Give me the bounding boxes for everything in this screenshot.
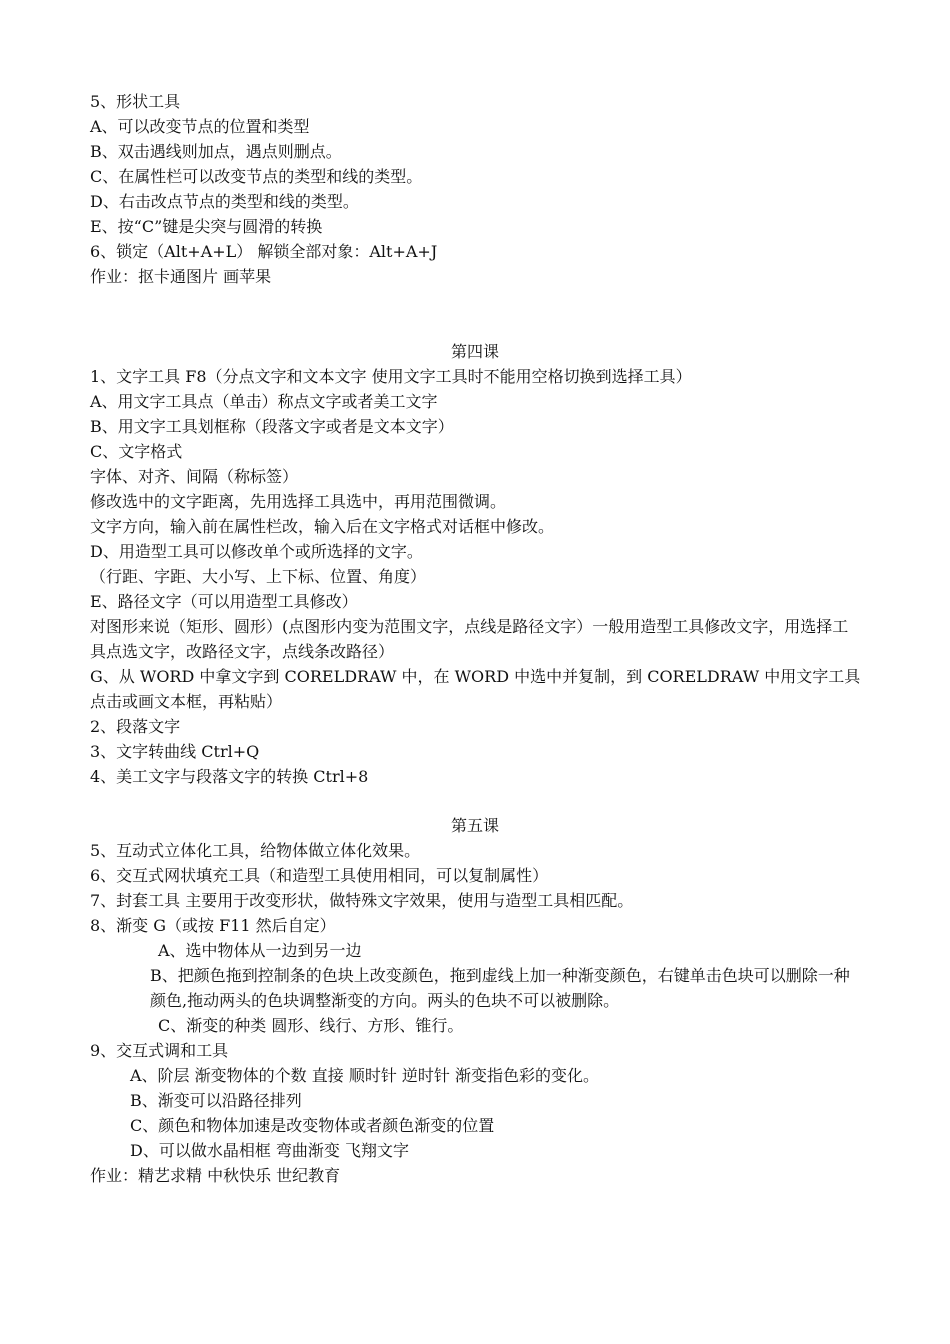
homework-line: 作业：精艺求精 中秋快乐 世纪教育 xyxy=(90,1166,341,1185)
text-line: D、用造型工具可以修改单个或所选择的文字。 xyxy=(90,542,423,561)
lesson-title: 第四课 xyxy=(450,342,499,361)
text-line: 6、交互式网状填充工具（和造型工具使用相同，可以复制属性） xyxy=(90,866,549,885)
text-line: 5、形状工具 xyxy=(90,92,181,111)
text-line: 5、互动式立体化工具，给物体做立体化效果。 xyxy=(90,841,421,860)
text-line: 4、美工文字与段落文字的转换 Ctrl+8 xyxy=(90,767,369,786)
text-line: B、双击遇线则加点，遇点则删点。 xyxy=(90,142,342,161)
text-line: C、文字格式 xyxy=(90,442,183,461)
text-line: 7、封套工具 主要用于改变形状，做特殊文字效果，使用与造型工具相匹配。 xyxy=(90,891,634,910)
text-line: 6、锁定（Alt+A+L） 解锁全部对象：Alt+A+J xyxy=(90,242,438,261)
text-line: A、用文字工具点（单击）称点文字或者美工文字 xyxy=(90,392,438,411)
text-line: B、用文字工具划框称（段落文字或者是文本文字） xyxy=(90,417,454,436)
text-line: A、可以改变节点的位置和类型 xyxy=(90,117,310,136)
text-line: D、可以做水晶相框 弯曲渐变 飞翔文字 xyxy=(130,1141,410,1160)
text-line: 字体、对齐、间隔（称标签） xyxy=(90,467,299,486)
text-line: C、渐变的种类 圆形、线行、方形、锥行。 xyxy=(158,1016,464,1035)
homework-line: 作业：抠卡通图片 画苹果 xyxy=(90,267,272,286)
text-line: 2、段落文字 xyxy=(90,717,181,736)
text-line: D、右击改点节点的类型和线的类型。 xyxy=(90,192,359,211)
text-line: B、渐变可以沿路径排列 xyxy=(130,1091,302,1110)
text-line: 修改选中的文字距离，先用选择工具选中，再用范围微调。 xyxy=(90,492,507,511)
text-line: 文字方向，输入前在属性栏改，输入后在文字格式对话框中修改。 xyxy=(90,517,555,536)
text-line: 9、交互式调和工具 xyxy=(90,1041,229,1060)
text-line: E、路径文字（可以用造型工具修改） xyxy=(90,592,358,611)
text-line: 1、文字工具 F8（分点文字和文本文字 使用文字工具时不能用空格切换到选择工具） xyxy=(90,367,692,386)
text-line: A、阶层 渐变物体的个数 直接 顺时针 逆时针 渐变指色彩的变化。 xyxy=(130,1066,599,1085)
text-line: C、在属性栏可以改变节点的类型和线的类型。 xyxy=(90,167,423,186)
text-paragraph: G、从 WORD 中拿文字到 CORELDRAW 中，在 WORD 中选中并复制，到 CORELDRAW 中用文字工具点击或画文本框，再粘贴） xyxy=(90,667,861,711)
text-paragraph: B、把颜色拖到控制条的色块上改变颜色，拖到虚线上加一种渐变颜色，右键单击色块可以删除一种颜色,拖动两头的色块调整渐变的方向。两头的色块不可以被删除。 xyxy=(150,966,850,1010)
text-line: 8、渐变 G（或按 F11 然后自定） xyxy=(90,916,336,935)
text-line: A、选中物体从一边到另一边 xyxy=(158,941,362,960)
text-paragraph: 对图形来说（矩形、圆形）(点图形内变为范围文字，点线是路径文字）一般用造型工具修改文字，用选择工具点选文字，改路径文字，点线条改路径） xyxy=(90,617,849,661)
text-line: C、颜色和物体加速是改变物体或者颜色渐变的位置 xyxy=(130,1116,495,1135)
text-line: 3、文字转曲线 Ctrl+Q xyxy=(90,742,260,761)
lesson-title: 第五课 xyxy=(450,816,499,835)
text-line: E、按“C”键是尖突与圆滑的转换 xyxy=(90,217,323,236)
text-line: （行距、字距、大小写、上下标、位置、角度） xyxy=(90,567,427,586)
